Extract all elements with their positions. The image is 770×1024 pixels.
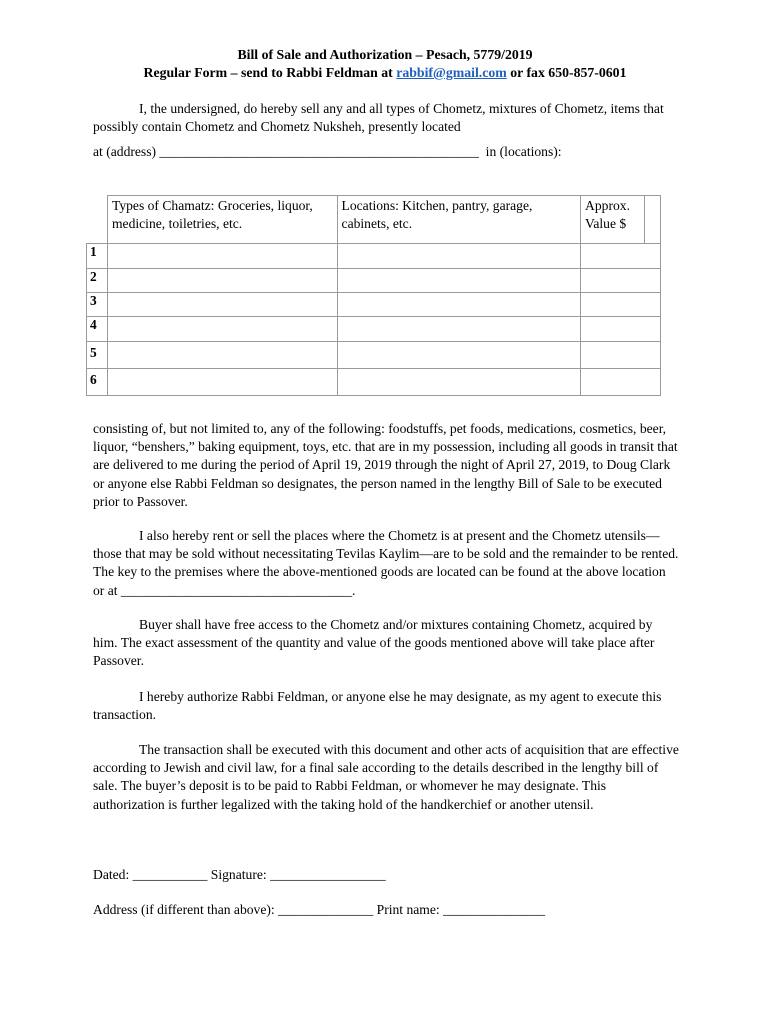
table-row	[87, 269, 661, 293]
locations-cell[interactable]	[337, 342, 581, 369]
table-row	[87, 317, 661, 342]
dated-signature-line: Dated: ___________ Signature: _________________	[93, 867, 386, 882]
row-number: 2	[87, 269, 108, 293]
locations-cell[interactable]	[337, 369, 581, 396]
row-number: 6	[87, 369, 108, 396]
types-cell[interactable]	[107, 269, 337, 293]
buyer-paragraph: Buyer shall have free access to the Chometz and/or mixtures containing Chometz, acquired by him. The exact assessment of the quantity and value of the goods mentioned above will take place after Passover.	[93, 617, 655, 669]
value-cell[interactable]	[581, 342, 661, 369]
locations-cell[interactable]	[337, 244, 581, 269]
value-cell[interactable]	[581, 244, 661, 269]
address-print-name-line: Address (if different than above): ______________ Print name: _______________	[93, 902, 546, 917]
types-cell[interactable]	[107, 342, 337, 369]
form-subtitle	[0, 65, 770, 81]
table-row	[87, 244, 661, 269]
table-row	[87, 342, 661, 369]
header-types: Types of Chamatz: Groceries, liquor, medicine, toiletries, etc.	[107, 196, 337, 244]
row-number: 4	[87, 317, 108, 342]
authorize-paragraph: I hereby authorize Rabbi Feldman, or anyone else he may designate, as my agent to execute this transaction.	[93, 689, 662, 723]
intro-paragraph: I, the undersigned, do hereby sell any and all types of Chometz, mixtures of Chometz, items that possibly contain Chometz and Chometz Nuksheh, presently located	[93, 101, 664, 135]
row-number: 3	[87, 293, 108, 317]
types-cell[interactable]	[107, 244, 337, 269]
consisting-paragraph: consisting of, but not limited to, any of the following: foodstuffs, pet foods, medications, cosmetics, beer, liquor, “benshers,” baking equipment, toys, etc. that are in my possession, including all goods in transit that are delivered to me during the period of April 19, 2019 through the night of April 27, 2019, to Doug Clark or anyone else Rabbi Feldman so designates, the person named in the lengthy Bill of Sale to be executed prior to Passover.	[93, 421, 678, 509]
subtitle-prefix: Regular Form – send to Rabbi Feldman at	[143, 65, 397, 80]
table-header-row	[87, 196, 661, 244]
rent-paragraph: I also hereby rent or sell the places where the Chometz is at present and the Chometz utensils—those that may be sold without necessitating Tevilas Kaylim—are to be sold and the remainder to be rented. The key to the premises where the above-mentioned goods are located can be found at the above location or at __________________________________.	[93, 528, 679, 598]
header-end-cell	[645, 196, 661, 244]
locations-cell[interactable]	[337, 269, 581, 293]
types-cell[interactable]	[107, 317, 337, 342]
chometz-table	[86, 195, 661, 396]
header-value: Approx. Value $	[581, 196, 645, 244]
table-row	[87, 369, 661, 396]
row-number: 5	[87, 342, 108, 369]
locations-cell[interactable]	[337, 317, 581, 342]
types-cell[interactable]	[107, 293, 337, 317]
types-cell[interactable]	[107, 369, 337, 396]
header-locations: Locations: Kitchen, pantry, garage, cabinets, etc.	[337, 196, 581, 244]
table-row	[87, 293, 661, 317]
value-cell[interactable]	[581, 317, 661, 342]
form-title: Bill of Sale and Authorization – Pesach, 5779/2019	[237, 47, 533, 62]
subtitle-suffix: or fax 650-857-0601	[506, 65, 627, 80]
email-link[interactable]: rabbif@gmail.com	[396, 65, 507, 80]
value-cell[interactable]	[581, 369, 661, 396]
header-spacer	[87, 196, 108, 244]
address-line: at (address) _______________________________________________ in (locations):	[93, 144, 562, 159]
value-cell[interactable]	[581, 269, 661, 293]
transaction-paragraph: The transaction shall be executed with this document and other acts of acquisition that are effective according to Jewish and civil law, for a final sale according to the details described in the lengthy bill of sale. The buyer’s deposit is to be paid to Rabbi Feldman, or whomever he may designate. This authorization is further legalized with the taking hold of the handkerchief or another utensil.	[93, 742, 679, 812]
row-number: 1	[87, 244, 108, 269]
value-cell[interactable]	[581, 293, 661, 317]
locations-cell[interactable]	[337, 293, 581, 317]
